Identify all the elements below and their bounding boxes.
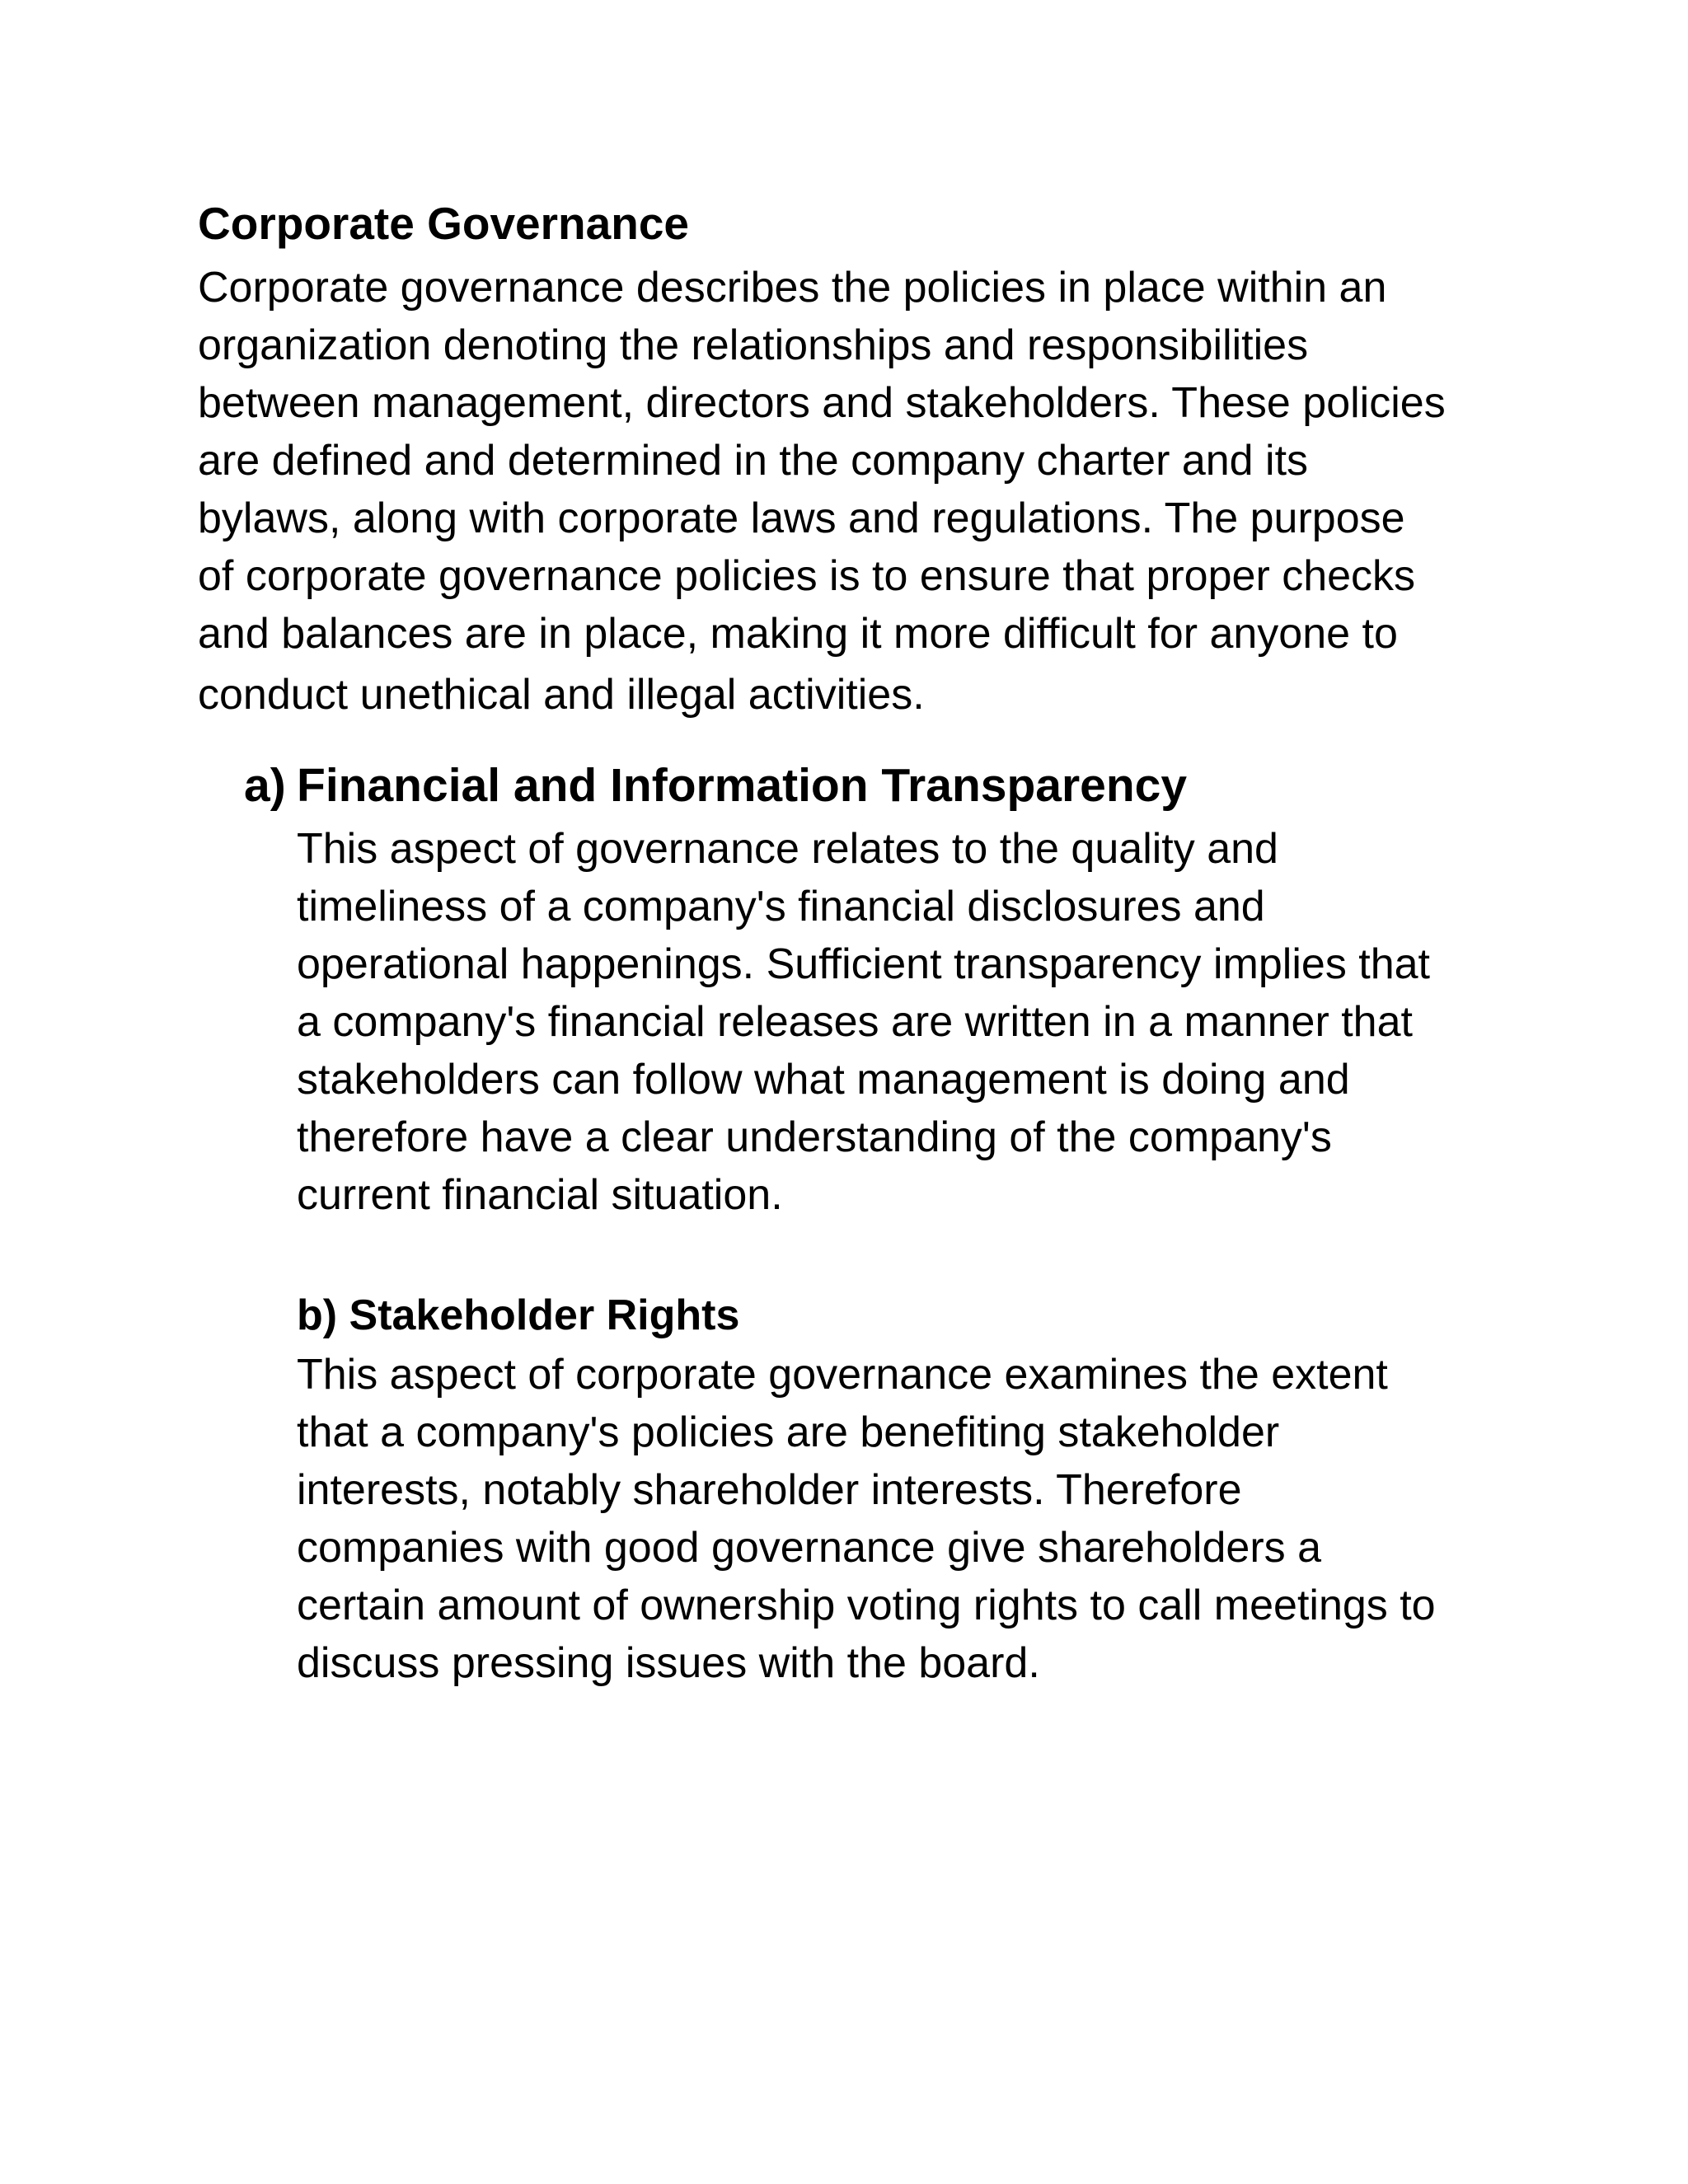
section-a-line: operational happenings. Sufficient transparency implies that [297,940,1431,988]
section-b-heading: b) Stakeholder Rights [297,1291,740,1339]
section-a-line: stakeholders can follow what management is doing and [297,1056,1350,1104]
section-b-line: This aspect of corporate governance examines the extent [297,1351,1388,1399]
intro-line: organization denoting the relationships and responsibilities [198,321,1309,369]
section-b-line: interests, notably shareholder interests. Therefore [297,1466,1242,1514]
intro-line: between management, directors and stakeholders. These policies [198,379,1446,427]
section-a-heading [244,757,1187,814]
section-a-line: timeliness of a company's financial disclosures and [297,883,1265,930]
intro-line: Corporate governance describes the policies in place within an [198,264,1387,312]
section-a-line: therefore have a clear understanding of the company's [297,1113,1332,1161]
intro-line: conduct unethical and illegal activities. [198,671,925,719]
section-b-line: companies with good governance give shareholders a [297,1524,1321,1572]
section-a-heading-text: Financial and Information Transparency [297,759,1188,812]
intro-line: and balances are in place, making it more difficult for anyone to [198,610,1398,658]
page-title: Corporate Governance [198,198,690,249]
section-a-line: This aspect of governance relates to the quality and [297,825,1278,873]
section-a-line: current financial situation. [297,1171,783,1219]
intro-line: are defined and determined in the company charter and its [198,437,1309,485]
section-b-line: that a company's policies are benefiting stakeholder [297,1408,1280,1456]
section-b-line: certain amount of ownership voting rights to call meetings to [297,1582,1436,1629]
section-a-line: a company's financial releases are written in a manner that [297,998,1413,1046]
intro-paragraph [198,259,1446,724]
intro-line: of corporate governance policies is to ensure that proper checks [198,552,1416,600]
section-b-paragraph [297,1346,1436,1692]
intro-line: bylaws, along with corporate laws and regulations. The purpose [198,494,1405,542]
section-a-marker: a) [244,759,286,812]
section-b-line: discuss pressing issues with the board. [297,1639,1040,1687]
section-a-paragraph [297,820,1430,1224]
